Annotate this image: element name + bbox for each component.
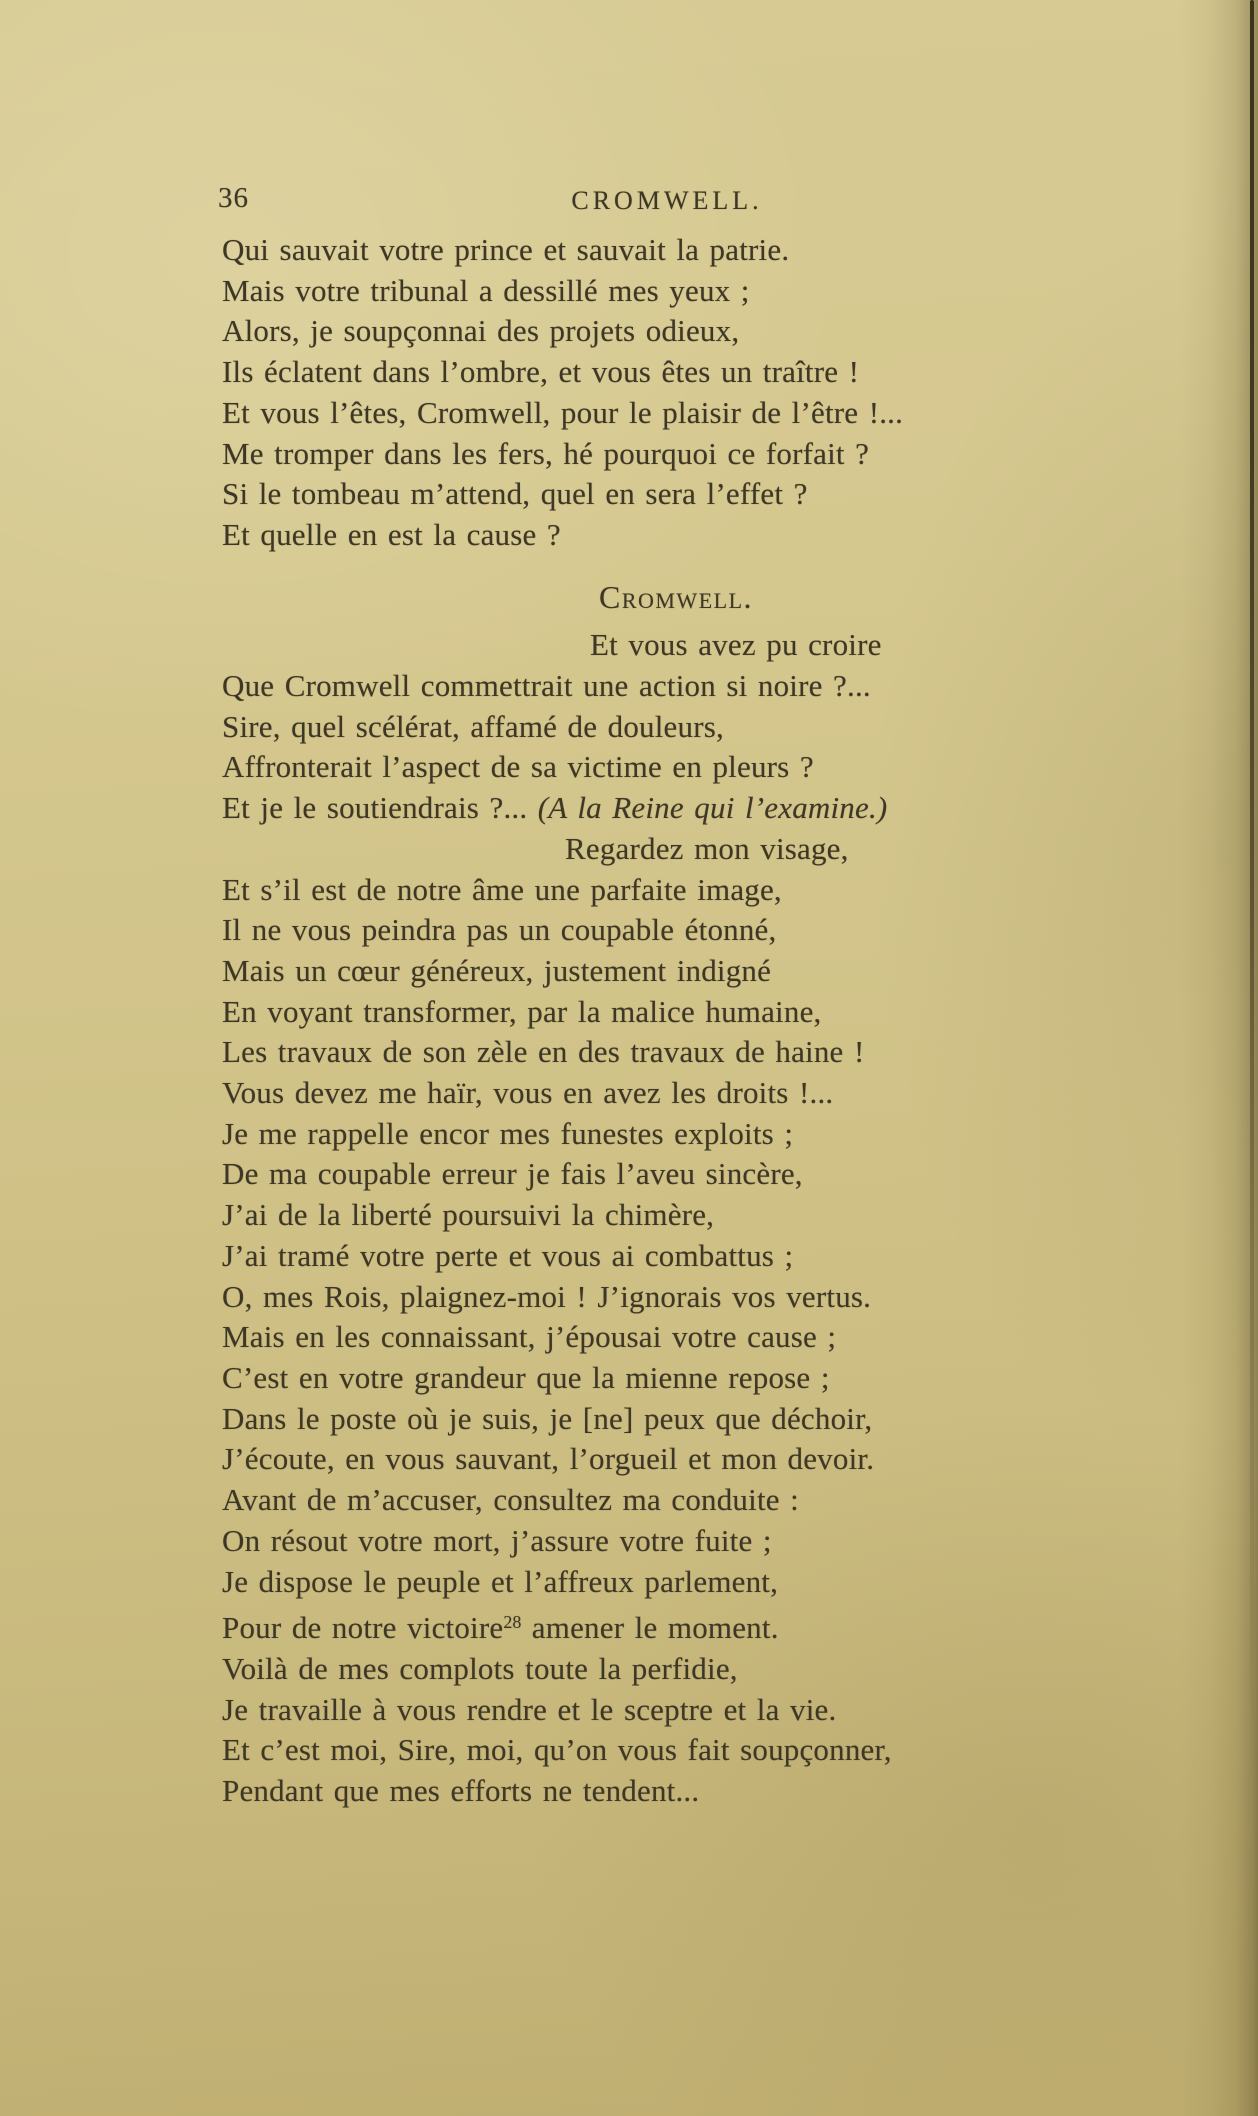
verse-line (222, 870, 962, 911)
verse-line (222, 666, 962, 707)
verse-text-segment: Il ne vous peindra pas un coupable étonné, (222, 912, 777, 948)
verse-text-segment: Et je le soutiendrais ?... (222, 790, 538, 826)
verse-text-segment: Et vous avez pu croire (590, 627, 882, 663)
verse-line (222, 311, 962, 352)
running-header: CROMWELL. (571, 186, 763, 215)
verse-line (222, 1317, 962, 1358)
verse-text-segment: Vous devez me haïr, vous en avez les droits !... (222, 1075, 834, 1111)
verse-line (222, 1771, 962, 1812)
verse-line (222, 1358, 962, 1399)
verse-line (222, 1562, 962, 1603)
verse-line (222, 788, 962, 829)
verse-line (222, 393, 962, 434)
verse-line (222, 1399, 962, 1440)
page-number: 36 (218, 182, 249, 214)
verse-text-segment: J’écoute, en vous sauvant, l’orgueil et mon devoir. (222, 1441, 875, 1477)
verse-text-segment: Me tromper dans les fers, hé pourquoi ce forfait ? (222, 435, 870, 471)
verse-line (222, 1195, 962, 1236)
verse-line (222, 352, 962, 393)
verse-line (222, 1032, 962, 1073)
verse-text-segment: C’est en votre grandeur que la mienne repose ; (222, 1359, 830, 1395)
verse-text-segment: J’ai tramé votre perte et vous ai combattus ; (222, 1237, 794, 1273)
verse-text-segment: Regardez mon visage, (565, 830, 849, 866)
verse-text-segment: Et quelle en est la cause ? (222, 516, 561, 552)
verse-text-segment: Mais votre tribunal a dessillé mes yeux ; (222, 272, 750, 308)
verse-line (222, 1236, 962, 1277)
verse-line (222, 951, 962, 992)
stage-direction: (A la Reine qui l’examine.) (537, 790, 888, 826)
verse-text-segment: Je dispose le peuple et l’affreux parlement, (222, 1563, 779, 1599)
verse-line (222, 910, 962, 951)
verse-line (222, 474, 962, 515)
verse-line (222, 1154, 962, 1195)
speaker-heading: Cromwell. (598, 578, 754, 615)
verse-line (222, 1690, 962, 1731)
verse-text-segment: Dans le poste où je suis, je [ne] peux que déchoir, (222, 1400, 873, 1436)
verse-text-segment: En voyant transformer, par la malice humaine, (222, 993, 822, 1029)
verse-line (222, 625, 962, 666)
verse-text-segment: Qui sauvait votre prince et sauvait la patrie. (222, 232, 790, 267)
verse-text-segment: Et c’est moi, Sire, moi, qu’on vous fait soupçonner, (222, 1732, 892, 1768)
verse-line (222, 515, 962, 556)
verse-line (222, 1649, 962, 1690)
verse-line (222, 230, 962, 271)
verse-line (222, 707, 962, 748)
verse-line (222, 992, 962, 1033)
verse-line (222, 1480, 962, 1521)
verse-line (222, 1730, 962, 1771)
verse-text-segment: J’ai de la liberté poursuivi la chimère, (222, 1197, 715, 1233)
footnote-ref: 28 (503, 1612, 522, 1633)
verse-line (222, 1277, 962, 1318)
verse-text (222, 230, 962, 1812)
verse-line (222, 1114, 962, 1155)
verse-text-segment: Les travaux de son zèle en des travaux de haine ! (222, 1034, 865, 1070)
verse-text-segment: amener le moment. (521, 1610, 779, 1646)
verse-text-segment: Pendant que mes efforts ne tendent... (222, 1773, 700, 1809)
verse-text-segment: Mais en les connaissant, j’épousai votre cause ; (222, 1319, 837, 1355)
verse-text-segment: Mais un cœur généreux, justement indigné (222, 952, 772, 988)
verse-line (222, 434, 962, 475)
page-edge-shadow (1180, 0, 1258, 2116)
verse-line (222, 1073, 962, 1114)
verse-text-segment: Et s’il est de notre âme une parfaite image, (222, 871, 782, 907)
verse-block-1 (222, 230, 962, 556)
verse-line (222, 1602, 962, 1649)
verse-text-segment: Avant de m’accuser, consultez ma conduite : (222, 1482, 799, 1518)
verse-text-segment: O, mes Rois, plaignez-moi ! J’ignorais vos vertus. (222, 1278, 872, 1314)
verse-line (222, 271, 962, 312)
verse-text-segment: Si le tombeau m’attend, quel en sera l’effet ? (222, 476, 808, 512)
verse-text-segment: Affronterait l’aspect de sa victime en pleurs ? (222, 749, 814, 785)
verse-text-segment: Et vous l’êtes, Cromwell, pour le plaisir de l’être !... (222, 394, 904, 430)
verse-text-segment: Voilà de mes complots toute la perfidie, (222, 1650, 738, 1686)
verse-line (222, 829, 962, 870)
verse-text-segment: Je me rappelle encor mes funestes exploits ; (222, 1115, 794, 1151)
verse-line (222, 1439, 962, 1480)
verse-text-segment: Je travaille à vous rendre et le sceptre et la vie. (222, 1691, 837, 1727)
book-edge-line (1250, 0, 1254, 2116)
verse-text-segment: On résout votre mort, j’assure votre fuite ; (222, 1522, 772, 1558)
verse-text-segment: Que Cromwell commettrait une action si noire ?... (222, 668, 871, 704)
verse-text-segment: Alors, je soupçonnai des projets odieux, (222, 313, 740, 349)
verse-text-segment: De ma coupable erreur je fais l’aveu sincère, (222, 1156, 803, 1192)
verse-text-segment: Ils éclatent dans l’ombre, et vous êtes un traître ! (222, 354, 860, 390)
verse-block-2 (222, 625, 962, 1811)
verse-line (222, 1521, 962, 1562)
verse-line (222, 747, 962, 788)
verse-text-segment: Pour de notre victoire (222, 1610, 504, 1646)
verse-text-segment: Sire, quel scélérat, affamé de douleurs, (222, 708, 724, 744)
